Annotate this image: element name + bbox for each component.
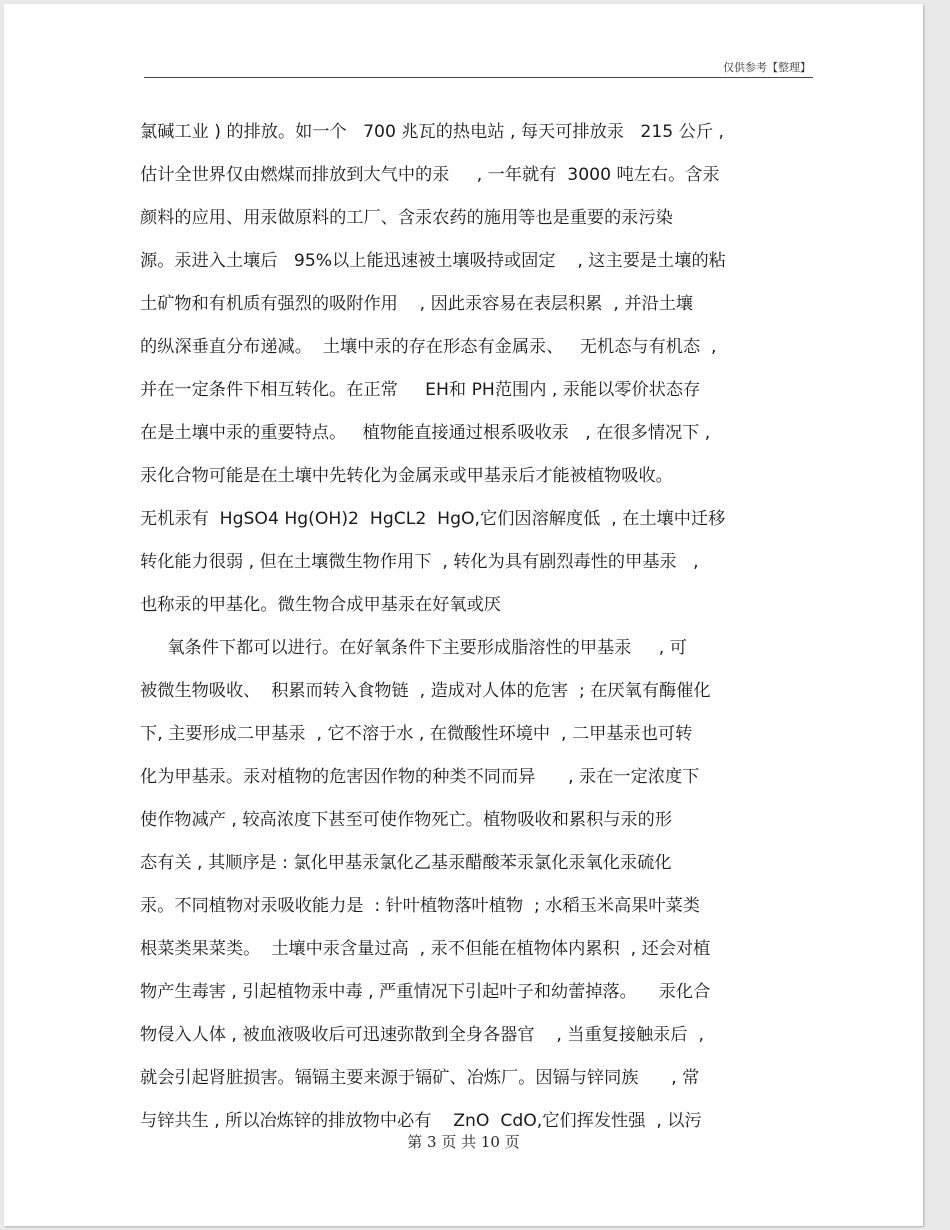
text-line: 态有关 , 其顺序是 : 氯化甲基汞氯化乙基汞醋酸苯汞氯化汞氧化汞硫化 <box>140 853 672 873</box>
text-line: 并在一定条件下相互转化。在正常 EH和 PH范围内 , 汞能以零价状态存 <box>140 380 701 400</box>
text-line: 被微生物吸收、 积累而转入食物链 , 造成对人体的危害 ; 在厌氧有酶催化 <box>140 681 711 701</box>
text-line: 下, 主要形成二甲基汞 , 它不溶于水 , 在微酸性环境中 , 二甲基汞也可转 <box>140 724 693 744</box>
text-line: 汞化合物可能是在土壤中先转化为金属汞或甲基汞后才能被植物吸收。 <box>140 466 673 486</box>
body-text <box>140 114 830 1146</box>
text-line: 氧条件下都可以进行。在好氧条件下主要形成脂溶性的甲基汞 , 可 <box>140 638 687 658</box>
text-line: 估计全世界仅由燃煤而排放到大气中的汞 , 一年就有 3000 吨左右。含汞 <box>140 165 720 185</box>
page-number: 第 3 页 共 10 页 <box>407 1133 520 1151</box>
text-line: 源。汞进入土壤后 95%以上能迅速被土壤吸持或固定 , 这主要是土壤的粘 <box>140 251 726 271</box>
text-line: 也称汞的甲基化。微生物合成甲基汞在好氧或厌 <box>140 595 501 615</box>
text-line: 化为甲基汞。汞对植物的危害因作物的种类不同而异 , 汞在一定浓度下 <box>140 767 700 787</box>
text-line: 土矿物和有机质有强烈的吸附作用 , 因此汞容易在表层积累 , 并沿土壤 <box>140 294 694 314</box>
text-line: 根菜类果菜类。 土壤中汞含量过高 , 汞不但能在植物体内累积 , 还会对植 <box>140 939 711 959</box>
text-line: 转化能力很弱 , 但在土壤微生物作用下 , 转化为具有剧烈毒性的甲基汞 , <box>140 552 699 572</box>
text-line: 物产生毒害 , 引起植物汞中毒 , 严重情况下引起叶子和幼蕾掉落。 汞化合 <box>140 982 711 1002</box>
text-line: 无机汞有 HgSO4 Hg(OH)2 HgCL2 HgO,它们因溶解度低 , 在土壤中迁移 <box>140 509 726 529</box>
header-note: 仅供参考【整理】 <box>723 61 811 74</box>
text-line: 汞。不同植物对汞吸收能力是 : 针叶植物落叶植物 ; 水稻玉米高果叶菜类 <box>140 896 700 916</box>
document-page <box>4 4 923 1226</box>
text-line: 颜料的应用、用汞做原料的工厂、含汞农药的施用等也是重要的汞污染 <box>140 208 673 228</box>
text-line: 使作物减产 , 较高浓度下甚至可使作物死亡。植物吸收和累积与汞的形 <box>140 810 673 830</box>
text-line: 物侵入人体 , 被血液吸收后可迅速弥散到全身各器官 , 当重复接触汞后 , <box>140 1025 705 1045</box>
text-line: 的纵深垂直分布递减。 土壤中汞的存在形态有金属汞、 无机态与有机态 , <box>140 337 717 357</box>
text-line: 与锌共生 , 所以冶炼锌的排放物中必有 ZnO CdO,它们挥发性强 , 以污 <box>140 1111 702 1131</box>
text-line: 氯碱工业 ) 的排放。如一个 700 兆瓦的热电站 , 每天可排放汞 215 公斤 , <box>140 122 724 142</box>
header-divider <box>144 77 813 78</box>
text-line: 就会引起肾脏损害。镉镉主要来源于镉矿、冶炼厂。因镉与锌同族 , 常 <box>140 1068 700 1088</box>
text-line: 在是土壤中汞的重要特点。 植物能直接通过根系吸收汞 , 在很多情况下 , <box>140 423 711 443</box>
